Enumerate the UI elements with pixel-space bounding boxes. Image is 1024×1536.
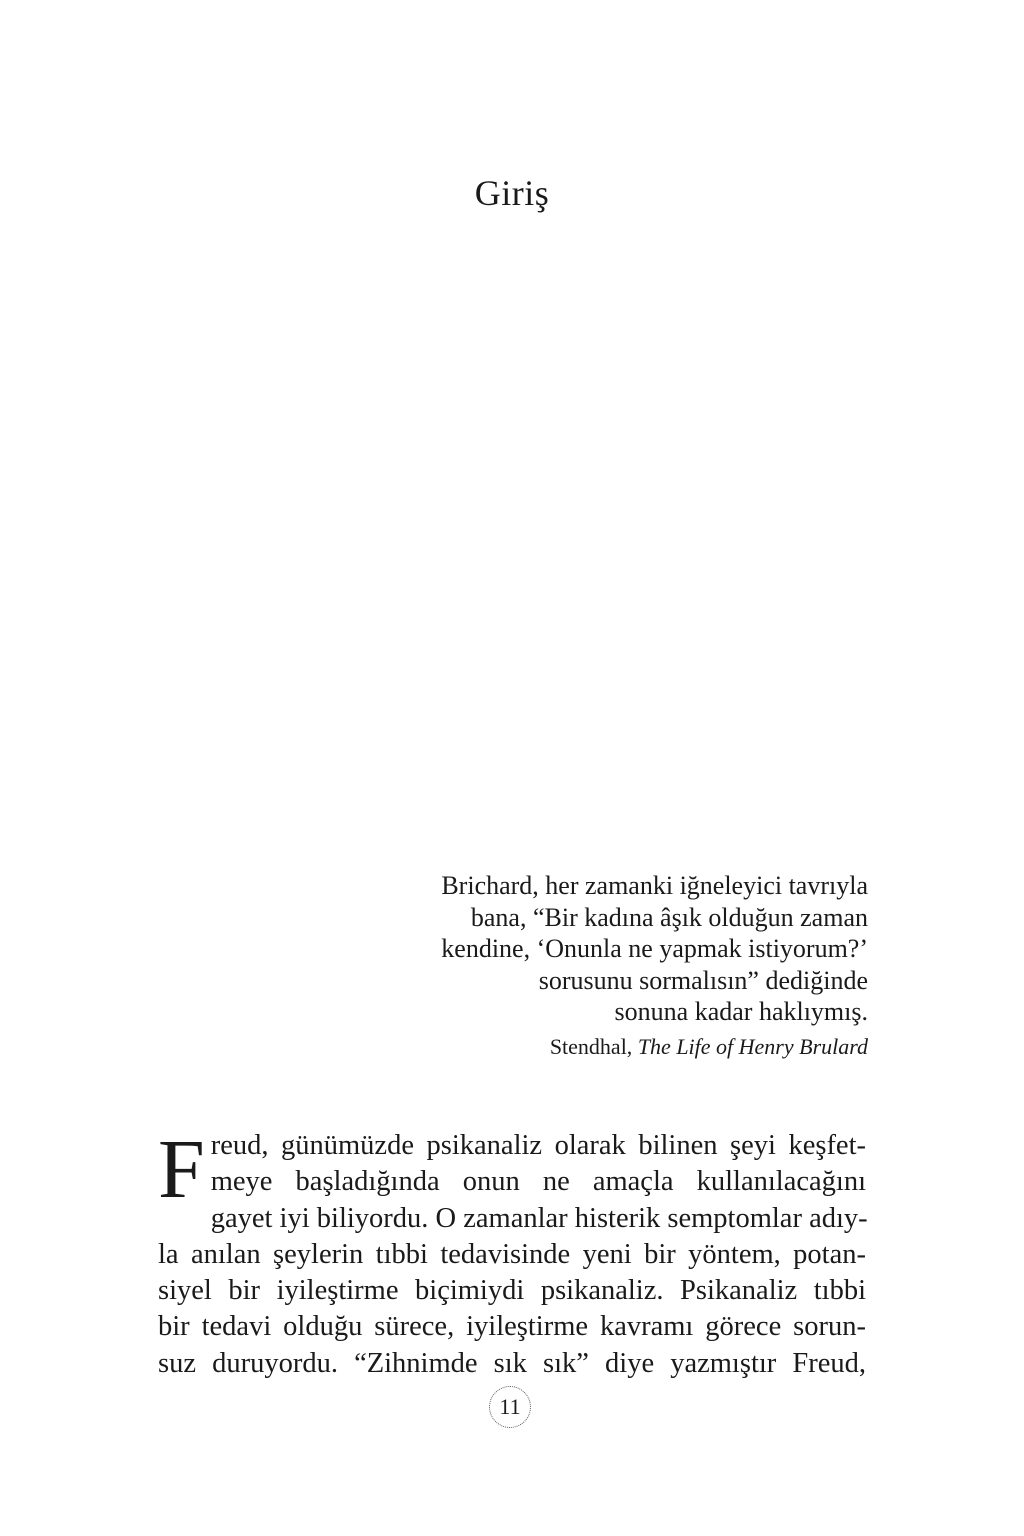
epigraph	[348, 870, 868, 1062]
epigraph-work-title: The Life of Henry Brulard	[637, 1033, 868, 1059]
epigraph-line: kendine, ‘Onunla ne yapmak istiyorum?’	[441, 934, 868, 963]
epigraph-line: sorusunu sormalısın” dediğinde	[538, 965, 868, 995]
body-line: reud, günümüzde psikanaliz olarak bilinen şeyi keşfet-	[210, 1130, 866, 1161]
epigraph-line: sonuna kadar haklıymış.	[614, 997, 868, 1026]
epigraph-author: Stendhal,	[549, 1033, 633, 1059]
body-line: la anılan şeylerin tıbbi tedavisinde yeni bir yöntem, potan-	[158, 1238, 866, 1270]
drop-cap: F	[158, 1123, 205, 1216]
body-line: suz duruyordu. “Zihnimde sık sık” diye yazmıştır Freud,	[158, 1347, 866, 1379]
body-line: gayet iyi biliyordu. O zamanlar histerik semptomlar adıy-	[210, 1202, 868, 1234]
body-line: siyel bir iyileştirme biçimiydi psikanaliz. Psikanaliz tıbbi	[158, 1275, 866, 1307]
page-number: 11	[489, 1386, 531, 1428]
epigraph-attribution	[348, 1032, 868, 1062]
body-line: meye başladığında onun ne amaçla kullanılacağını	[210, 1166, 866, 1198]
body-line: bir tedavi olduğu sürece, iyileştirme kavramı görece sorun-	[158, 1311, 866, 1343]
epigraph-line: bana, “Bir kadına âşık olduğun zaman	[470, 902, 868, 932]
body-paragraph	[158, 1123, 868, 1382]
epigraph-line: Brichard, her zamanki iğneleyici tavrıyla	[441, 871, 868, 900]
chapter-title: Giriş	[474, 173, 550, 213]
